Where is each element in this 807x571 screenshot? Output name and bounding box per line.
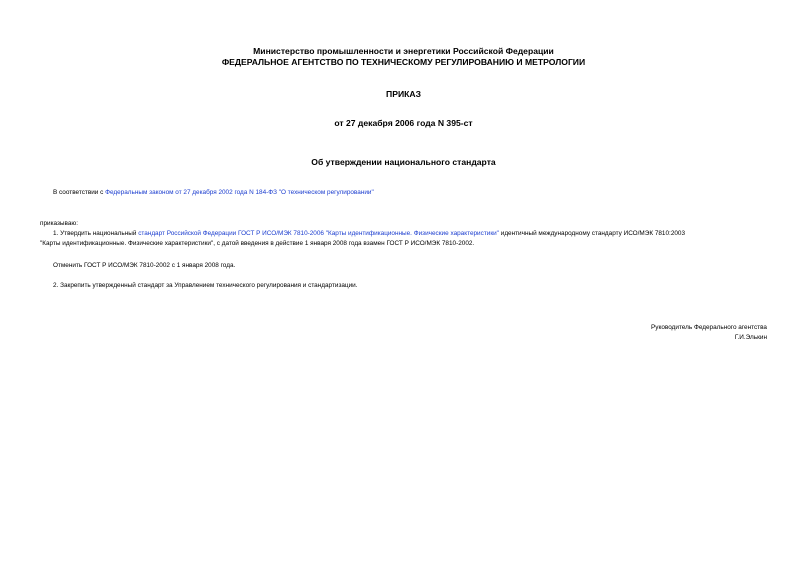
order-word: приказываю:	[40, 220, 78, 227]
item-2: 2. Закрепить утвержденный стандарт за Управлением технического регулирования и стандартизации.	[53, 282, 358, 289]
standard-link[interactable]: стандарт Российской Федерации ГОСТ Р ИСО/МЭК 7810-2006 "Карты идентификационные. Физические характеристики"	[138, 230, 499, 237]
preamble-prefix: В соответствии с	[53, 189, 106, 196]
cancel-text: Отменить ГОСТ Р ИСО/МЭК 7810-2002 с 1 января 2008 года.	[53, 262, 236, 269]
document-date: от 27 декабря 2006 года N 395-ст	[334, 118, 473, 128]
item-1-line-2: "Карты идентификационные. Физические характеристики", с датой введения в действие 1 января 2008 года взамен ГОСТ Р ИСО/МЭК 7810-2002.	[40, 240, 475, 247]
ministry-title: Министерство промышленности и энергетики Российской Федерации	[253, 46, 554, 56]
federal-law-link[interactable]: Федеральным законом от 27 декабря 2002 года N 184-ФЗ "О техническом регулировании"	[105, 189, 374, 196]
signature-position: Руководитель Федерального агентства	[651, 324, 767, 331]
item-1-line-1	[53, 229, 685, 238]
item-1-suffix: идентичный международному стандарту ИСО/МЭК 7810:2003	[498, 230, 686, 237]
item-1-prefix: 1. Утвердить национальный	[53, 230, 139, 237]
signature-name: Г.И.Элькин	[734, 334, 767, 341]
preamble	[53, 188, 374, 197]
agency-title: ФЕДЕРАЛЬНОЕ АГЕНТСТВО ПО ТЕХНИЧЕСКОМУ РЕГУЛИРОВАНИЮ И МЕТРОЛОГИИ	[221, 57, 586, 67]
document-type: ПРИКАЗ	[386, 89, 421, 99]
document-subject: Об утверждении национального стандарта	[311, 157, 496, 167]
